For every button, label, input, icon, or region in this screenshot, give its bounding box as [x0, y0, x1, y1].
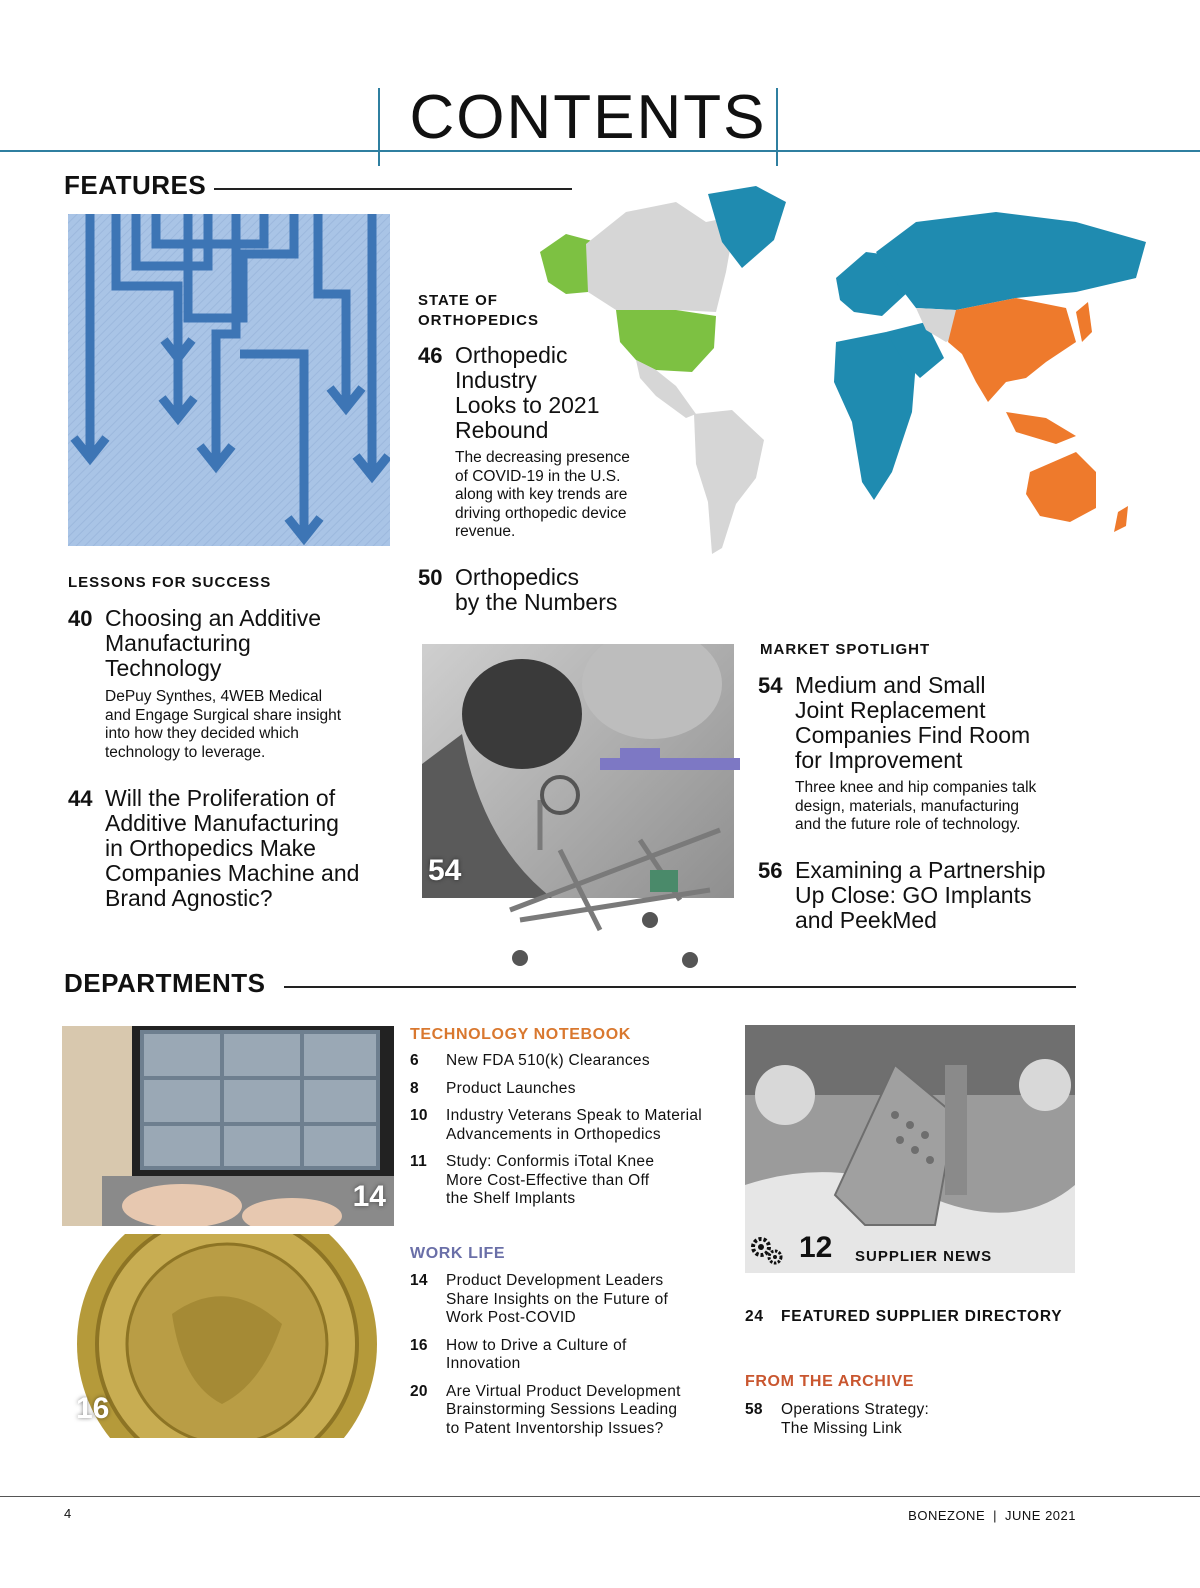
masthead-tick-left [378, 88, 380, 166]
article-title-line: and PeekMed [795, 907, 937, 933]
article-page-number: 46 [418, 343, 443, 368]
arrows-illustration [68, 214, 390, 546]
article-title-line: Additive Manufacturing [105, 810, 339, 836]
article-page-number: 40 [68, 606, 93, 631]
list-item-line: Innovation [446, 1355, 521, 1372]
list-item-line: Work Post-COVID [446, 1309, 576, 1326]
market-kicker: MARKET SPOTLIGHT [760, 641, 931, 658]
list-item[interactable] [410, 1080, 740, 1099]
list-item-line: More Cost-Effective than Off [446, 1171, 650, 1189]
article-title [455, 343, 675, 443]
article-title-line: Looks to 2021 [455, 392, 600, 418]
article-title-line: Companies Find Room [795, 722, 1031, 748]
article-title [455, 565, 675, 615]
article-description [455, 449, 685, 542]
state-kicker-line: STATE OF [418, 292, 498, 309]
printed-implant-illustration [745, 1025, 1075, 1273]
list-item-line: Product Launches [446, 1079, 576, 1097]
laptop-illustration [62, 1026, 394, 1226]
article-title-line: Brand Agnostic? [105, 885, 273, 911]
video-call-photo [62, 1026, 394, 1226]
supplier-news-photo[interactable] [745, 1025, 1075, 1273]
article-description [105, 688, 395, 762]
list-item-page: 6 [410, 1052, 419, 1069]
article-description-line: and Engage Surgical share insight [105, 706, 342, 724]
article-title-line: Joint Replacement [795, 697, 986, 723]
article-title-line: Technology [105, 655, 222, 681]
list-item-page: 20 [410, 1382, 428, 1400]
article-title-line: Industry [455, 367, 537, 393]
article-description-line: design, materials, manufacturing [795, 797, 1020, 815]
list-item-page: 16 [410, 1336, 428, 1354]
featured-supplier-directory-link[interactable] [745, 1308, 1085, 1326]
article-title-line: in Orthopedics Make [105, 835, 316, 861]
footer-separator: | [993, 1508, 998, 1523]
list-item[interactable] [410, 1052, 740, 1071]
article-title-line: Manufacturing [105, 630, 251, 656]
image-page-number: 14 [352, 1180, 386, 1213]
list-item-line: Study: Conformis iTotal Knee [446, 1153, 655, 1170]
list-item-line: the Shelf Implants [446, 1190, 576, 1207]
state-kicker [418, 291, 539, 331]
article-page-number: 44 [68, 786, 93, 811]
directory-page: 24 [745, 1308, 764, 1325]
technology-notebook-heading: TECHNOLOGY NOTEBOOK [410, 1026, 631, 1043]
list-item-line: Share Insights on the Future of [446, 1290, 669, 1308]
article-title-line: Companies Machine and [105, 860, 360, 886]
gold-seal-illustration [62, 1234, 392, 1438]
lessons-kicker: LESSONS FOR SUCCESS [68, 574, 272, 591]
list-item-line: Are Virtual Product Development [446, 1382, 681, 1400]
footer-rule [0, 1496, 1200, 1497]
patent-seal-photo [62, 1234, 392, 1438]
page-title: CONTENTS [409, 83, 767, 152]
list-item[interactable] [745, 1401, 1075, 1438]
article-title-line: Rebound [455, 417, 549, 443]
footer-publication [908, 1508, 1076, 1523]
state-kicker-line: ORTHOPEDICS [418, 312, 540, 329]
article-description-line: driving orthopedic device [455, 504, 627, 522]
archive-list [745, 1401, 1075, 1438]
list-item-page: 14 [410, 1272, 428, 1289]
footer-page-number: 4 [64, 1506, 72, 1521]
features-rule [214, 188, 572, 190]
article-description-line: DePuy Synthes, 4WEB Medical [105, 688, 323, 705]
list-item-line: The Missing Link [781, 1419, 903, 1437]
article-title [795, 673, 1085, 773]
list-item-line: Product Development Leaders [446, 1272, 664, 1289]
article-description-line: into how they decided which [105, 725, 299, 742]
list-item-line: Operations Strategy: [781, 1401, 930, 1418]
list-item[interactable] [410, 1107, 740, 1144]
directory-label: FEATURED SUPPLIER DIRECTORY [781, 1308, 1063, 1325]
list-item[interactable] [410, 1383, 740, 1439]
article-title-line: for Improvement [795, 747, 963, 773]
article-description [795, 779, 1095, 835]
article-title-line: Up Close: GO Implants [795, 882, 1032, 908]
list-item-line: New FDA 510(k) Clearances [446, 1052, 650, 1069]
article-title [795, 858, 1085, 933]
list-item[interactable] [410, 1272, 740, 1328]
list-item[interactable] [410, 1337, 740, 1374]
article-title [105, 786, 395, 911]
list-item[interactable] [410, 1153, 740, 1209]
article-title-line: Will the Proliferation of [105, 785, 336, 811]
list-item-page: 11 [410, 1153, 427, 1170]
list-item-line: Brainstorming Sessions Leading [446, 1401, 678, 1418]
departments-rule [284, 986, 1076, 988]
departments-heading: DEPARTMENTS [64, 968, 266, 998]
article-page-number: 56 [758, 858, 783, 883]
list-item-page: 10 [410, 1107, 428, 1124]
article-description-line: The decreasing presence [455, 449, 630, 466]
article-title [105, 606, 385, 681]
article-title-line: Medium and Small [795, 672, 986, 698]
supplier-news-number: 12 [799, 1231, 833, 1264]
issue-date: JUNE 2021 [1005, 1508, 1076, 1523]
list-item-line: to Patent Inventorship Issues? [446, 1419, 664, 1437]
article-description-line: revenue. [455, 523, 516, 540]
work-life-list [410, 1272, 740, 1438]
article-description-line: along with key trends are [455, 486, 628, 503]
supplier-news-label: SUPPLIER NEWS [855, 1248, 993, 1265]
article-description-line: and the future role of technology. [795, 816, 1021, 833]
list-item-line: Industry Veterans Speak to Material [446, 1107, 703, 1124]
image-page-number: 54 [428, 854, 462, 887]
article-description-line: of COVID-19 in the U.S. [455, 467, 621, 485]
archive-heading: FROM THE ARCHIVE [745, 1373, 915, 1390]
article-title-line: Choosing an Additive [105, 605, 322, 631]
list-item-line: Advancements in Orthopedics [446, 1125, 661, 1143]
features-heading: FEATURES [64, 170, 207, 200]
article-page-number: 54 [758, 673, 783, 698]
article-title-line: Orthopedic [455, 342, 568, 368]
technology-notebook-list [410, 1052, 740, 1209]
article-title-line: by the Numbers [455, 589, 618, 615]
article-title-line: Examining a Partnership [795, 857, 1046, 883]
article-page-number: 50 [418, 565, 443, 590]
list-item-page: 8 [410, 1079, 419, 1097]
image-page-number: 16 [76, 1392, 110, 1425]
article-description-line: technology to leverage. [105, 743, 266, 761]
surgical-table-illustration [480, 700, 742, 970]
gears-icon [749, 1235, 785, 1267]
article-description-line: Three knee and hip companies talk [795, 779, 1037, 796]
list-item-line: How to Drive a Culture of [446, 1336, 627, 1354]
list-item-page: 58 [745, 1401, 763, 1418]
article-title-line: Orthopedics [455, 564, 580, 590]
publication-name: BONEZONE [908, 1508, 986, 1523]
work-life-heading: WORK LIFE [410, 1245, 506, 1262]
